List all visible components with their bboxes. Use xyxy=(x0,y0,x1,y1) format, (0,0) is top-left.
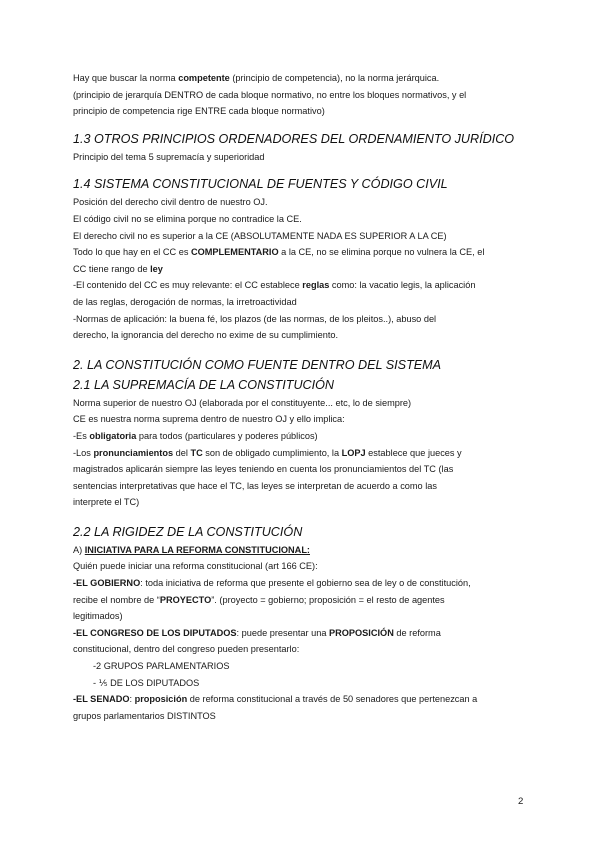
text-run: El código civil no se elimina porque no contradice la CE. xyxy=(73,213,302,224)
text-run: : toda iniciativa de reforma que presente el gobierno sea de ley o de constitución, xyxy=(140,578,471,589)
text-run: como: la vacatio legis, la aplicación xyxy=(329,280,476,291)
bold-text: LOPJ xyxy=(341,447,366,458)
bold-text: reglas xyxy=(302,280,330,291)
paragraph-line xyxy=(73,211,528,228)
bold-text: INICIATIVA PARA LA REFORMA CONSTITUCIONAL: xyxy=(84,544,310,555)
section-heading: 2.2 LA RIGIDEZ DE LA CONSTITUCIÓN xyxy=(73,524,303,539)
paragraph-line xyxy=(73,395,528,412)
text-run: magistrados aplicarán siempre las leyes teniendo en cuenta los pronunciamientos del TC (las xyxy=(73,464,454,475)
paragraph-line xyxy=(73,228,528,245)
paragraph-line xyxy=(73,311,528,328)
text-run: -El contenido del CC es muy relevante: el CC establece xyxy=(73,280,303,291)
text-run: El derecho civil no es superior a la CE (ABSOLUTAMENTE NADA ES SUPERIOR A LA CE) xyxy=(73,230,447,241)
bold-text: PROYECTO xyxy=(159,594,212,605)
section-heading: 1.4 SISTEMA CONSTITUCIONAL DE FUENTES Y CÓDIGO CIVIL xyxy=(73,177,448,192)
paragraph-line xyxy=(73,542,528,559)
text-run: : xyxy=(129,694,135,705)
paragraph-line xyxy=(73,428,528,445)
paragraph-line xyxy=(73,675,528,692)
bold-text: TC xyxy=(190,447,203,458)
text-run: principio de competencia rige ENTRE cada bloque normativo) xyxy=(73,106,325,117)
page-number: 2 xyxy=(518,796,524,807)
bold-text: PROPOSICIÓN xyxy=(329,627,394,638)
paragraph-line xyxy=(73,194,528,211)
text-run: -2 GRUPOS PARLAMENTARIOS xyxy=(93,661,230,672)
text-run: sentencias interpretativas que hace el TC, las leyes se interpretan de acuerdo a como las xyxy=(73,480,437,491)
paragraph-line xyxy=(73,708,528,725)
bold-text: ley xyxy=(150,263,163,274)
text-run: Posición del derecho civil dentro de nuestro OJ. xyxy=(73,197,268,208)
text-run: de reforma constitucional a través de 50 senadores que pertenezcan a xyxy=(187,694,478,705)
paragraph-line xyxy=(73,625,528,642)
bold-text: -EL SENADO xyxy=(73,694,130,705)
text-run: (principio de competencia), no la norma jerárquica. xyxy=(229,73,440,83)
paragraph-line xyxy=(73,608,528,625)
section-heading: 1.3 OTROS PRINCIPIOS ORDENADORES DEL ORDENAMIENTO JURÍDICO xyxy=(73,131,515,146)
paragraph-line xyxy=(73,411,528,428)
paragraph-line xyxy=(73,261,528,278)
bold-text: obligatoria xyxy=(89,430,137,441)
paragraph-line xyxy=(73,658,528,675)
text-run: -Los xyxy=(73,447,94,458)
text-run: : puede presentar una xyxy=(236,627,329,638)
paragraph-line xyxy=(73,294,528,311)
bold-text: pronunciamientos xyxy=(93,447,174,458)
text-run: Principio del tema 5 supremacía y superioridad xyxy=(73,151,265,162)
paragraph-line xyxy=(73,327,528,344)
text-run: (principio de jerarquía DENTRO de cada bloque normativo, no entre los bloques normativos, y el xyxy=(73,89,467,100)
paragraph-line xyxy=(73,691,528,708)
paragraph-line xyxy=(73,149,528,166)
paragraph-line xyxy=(73,461,528,478)
paragraph-line xyxy=(73,70,528,87)
text-run: grupos parlamentarios DISTINTOS xyxy=(73,710,216,721)
paragraph-line xyxy=(73,445,528,462)
spacer xyxy=(73,511,528,522)
text-run: CE es nuestra norma suprema dentro de nuestro OJ y ello implica: xyxy=(73,414,345,425)
text-run: - ⅕ DE LOS DIPUTADOS xyxy=(93,677,200,688)
text-run: -Normas de aplicación: la buena fé, los plazos (de las normas, de los pleitos..), abuso del xyxy=(73,313,437,324)
paragraph-line xyxy=(73,87,528,104)
text-run: -Es xyxy=(73,430,90,441)
text-run: Hay que buscar la norma xyxy=(73,73,179,83)
text-run: establece que jueces y xyxy=(365,447,462,458)
text-run: Quién puede iniciar una reforma constitucional (art 166 CE): xyxy=(73,561,318,572)
text-run: Norma superior de nuestro OJ (elaborada por el constituyente... etc, lo de siempre) xyxy=(73,397,412,408)
spacer xyxy=(73,165,528,174)
bold-text: proposición xyxy=(134,694,188,705)
text-run: Todo lo que hay en el CC es xyxy=(73,247,191,258)
section-heading: 2.1 LA SUPREMACÍA DE LA CONSTITUCIÓN xyxy=(73,377,335,392)
paragraph-line xyxy=(73,592,528,609)
bold-text: competente xyxy=(178,73,230,83)
text-run: interprete el TC) xyxy=(73,497,140,508)
text-run: recibe el nombre de “ xyxy=(73,594,160,605)
text-run: del xyxy=(173,447,191,458)
paragraph-line xyxy=(73,478,528,495)
text-run: son de obligado cumplimiento, la xyxy=(202,447,342,458)
text-run: constitucional, dentro del congreso pueden presentarlo: xyxy=(73,644,300,655)
text-run: legitimados) xyxy=(73,611,123,622)
text-run: de las reglas, derogación de normas, la irretroactividad xyxy=(73,296,297,307)
spacer xyxy=(73,344,528,355)
text-run: CC tiene rango de xyxy=(73,263,151,274)
paragraph-line xyxy=(73,277,528,294)
paragraph-line xyxy=(73,641,528,658)
bold-text: -EL GOBIERNO xyxy=(73,578,141,589)
bold-text: COMPLEMENTARIO xyxy=(190,247,279,258)
text-run: para todos (particulares y poderes públicos) xyxy=(136,430,318,441)
paragraph-line xyxy=(73,244,528,261)
paragraph-line xyxy=(73,575,528,592)
section-heading: 2. LA CONSTITUCIÓN COMO FUENTE DENTRO DEL SISTEMA xyxy=(73,357,442,372)
text-run: A) xyxy=(73,544,85,555)
document-page xyxy=(73,70,528,724)
paragraph-line xyxy=(73,103,528,120)
paragraph-line xyxy=(73,558,528,575)
text-run: de reforma xyxy=(393,627,441,638)
text-run: ”. (proyecto = gobierno; proposición = el resto de agentes xyxy=(211,594,445,605)
spacer xyxy=(73,120,528,129)
text-run: a la CE, no se elimina porque no vulnera la CE, el xyxy=(278,247,485,258)
paragraph-line xyxy=(73,494,528,511)
bold-text: -EL CONGRESO DE LOS DIPUTADOS xyxy=(73,627,237,638)
text-run: derecho, la ignorancia del derecho no exime de su cumplimiento. xyxy=(73,330,339,341)
